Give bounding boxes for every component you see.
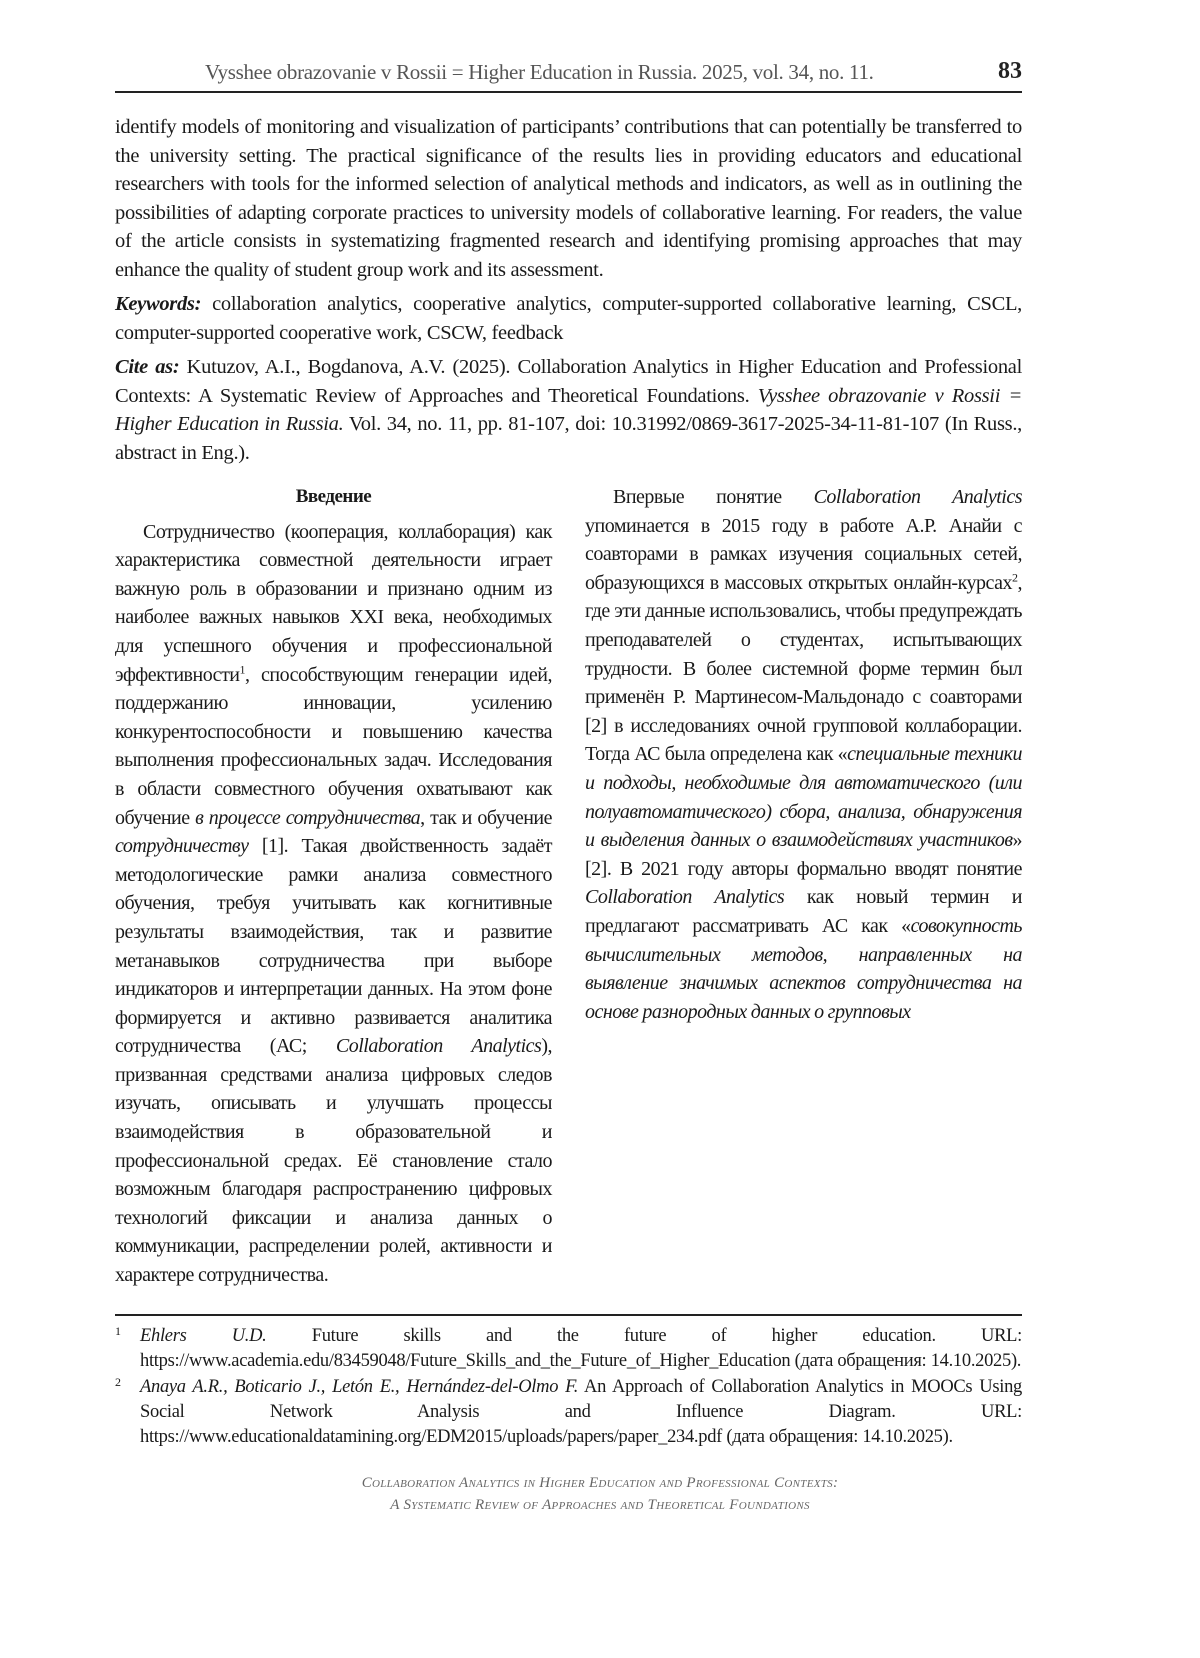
italic-text: в процессе сотрудничества	[195, 806, 421, 829]
footnotes	[115, 1324, 1022, 1450]
text: , способствующим генерации идей, поддержанию инновации, усилению конкурентоспособности и повышению качества выполнения профессиональных задач. Исследования в области совместного обучения охватывают как обучение	[115, 663, 552, 829]
italic-text: Collaboration Analytics	[585, 886, 785, 909]
abstract-section	[115, 113, 1022, 467]
italic-text: сотрудничеству	[115, 835, 249, 858]
footer-line: Collaboration Analytics in Higher Education and Professional Contexts:	[361, 1474, 839, 1491]
footnote-number: 2	[115, 1374, 121, 1389]
journal-title: Vysshee obrazovanie v Rossii = Higher Education in Russia. 2025, vol. 34, no. 11.	[205, 60, 874, 84]
abstract-text: identify models of monitoring and visualization of participants’ contributions that can potentially be transferred to the university setting. The practical significance of the results lies in providing educators and educational researchers with tools for the informed selection of analytical methods and indicators, as well as in outlining the possibilities of adapting corporate practices to university models of collaborative learning. For readers, the value of the article consists in systematizing fragmented research and identifying promising approaches that may enhance the quality of student group work and its assessment.	[115, 116, 1022, 281]
left-column	[115, 483, 552, 1296]
paragraph-1	[115, 518, 552, 1290]
running-footer	[0, 1472, 1200, 1516]
section-title: Введение	[295, 486, 372, 507]
running-header	[115, 58, 1022, 93]
text: [1]. Такая двойственность задаёт методологические рамки анализа совместного обучения, требуя учитывать как когнитивные результаты взаимодействия, так и развитие метанавыков сотрудничества при выборе индикаторов и интерпретации данных. На этом фоне формируется и активно развивается аналитика сотрудничества (АС;	[115, 835, 552, 1058]
footnote-number: 1	[115, 1323, 121, 1338]
italic-text: Collaboration Analytics	[335, 1035, 542, 1058]
keywords-text: collaboration analytics, cooperative analytics, computer-supported collaborative learning, CSCL, computer-supported cooperative work, CSCW, feedback	[115, 293, 1022, 344]
footnote-divider	[115, 1314, 1022, 1316]
footnote-ref[interactable]: 1	[239, 661, 246, 676]
italic-text: Collaboration Analytics	[813, 486, 1022, 508]
text: Впервые понятие	[613, 486, 814, 508]
text: ), призванная средствами анализа цифровых следов изучать, описывать и улучшать процессы взаимодействия в образовательной и профессиональной средах. Её становление стало возможным благодаря распространению цифровых технологий фиксации и анализа данных о коммуникации, распределении ролей, активности и характере сотрудничества.	[115, 1035, 552, 1287]
italic-text: совокупность вычислительных методов, направленных на выявление значимых аспектов сотрудничества на основе разнородных данных о групповых	[585, 914, 1022, 1023]
italic-text: специальные техники и подходы, необходимые для автоматического (или полуавтоматического) сбора, анализа, обнаружения и выделения данных о взаимодействиях участников	[585, 743, 1022, 852]
text: Сотрудничество (кооперация, коллаборация) как характеристика совместной деятельности играет важную роль в образовании и признано одним из наиболее важных навыков XXI века, необходимых для успешного обучения и профессиональной эффективности	[115, 520, 552, 686]
text: упоминается в 2015 году в работе А.Р. Анайи с соавторами в рамках изучения социальных сетей, образующихся в массовых открытых онлайн-курсах	[585, 514, 1022, 594]
cite-details: Vol. 34, no. 11, pp. 81-107, doi: 10.31992/0869-3617-2025-34-11-81-107 (In Russ., abstract in Eng.).	[115, 413, 1022, 464]
footnote-text: An Approach of Collaboration Analytics in MOOCs Using Social Network Analysis and Influence Diagram. URL: https://www.educationaldatamining.org/EDM2015/uploads/papers/paper_234.pdf (дата обращения: 14.10.2025).	[140, 1376, 1023, 1447]
cite-label: Cite as:	[115, 356, 180, 378]
footer-line: A Systematic Review of Approaches and Theoretical Foundations	[390, 1496, 810, 1513]
page	[115, 0, 1022, 1516]
keywords-label: Keywords:	[115, 293, 202, 315]
keywords	[115, 290, 1022, 347]
text: , где эти данные использовались, чтобы предупреждать преподавателей о студентах, испытывающих трудности. В более системной форме термин был применён Р. Мартинесом-Мальдонадо с соавторами [2] в исследованиях очной групповой коллаборации. Тогда АС была определена как «	[585, 571, 1022, 766]
footnote-ref[interactable]: 2	[1012, 570, 1018, 585]
paragraph-2	[585, 483, 1022, 1026]
footnote	[115, 1375, 1022, 1450]
page-number: 83	[998, 58, 1022, 84]
text: как новый термин и предлагают рассматривать АС как «	[585, 886, 1022, 937]
cite-journal: Vysshee obrazovanie v Rossii = Higher Education in Russia.	[115, 384, 1022, 435]
body-columns	[115, 483, 1022, 1296]
text: » [2]. В 2021 году авторы формально вводят понятие	[585, 829, 1022, 880]
cite-text: Kutuzov, A.I., Bogdanova, A.V. (2025). Collaboration Analytics in Higher Education and Professional Contexts: A Systematic Review of Approaches and Theoretical Foundations.	[115, 356, 1022, 407]
footnote-text: Future skills and the future of higher education. URL: https://www.academia.edu/83459048/Future_Skills_and_the_Future_of_Higher_Education (дата обращения: 14.10.2025).	[140, 1325, 1022, 1371]
footnote-authors: Ehlers U.D.	[140, 1325, 267, 1346]
citation	[115, 353, 1022, 467]
footnote	[115, 1324, 1022, 1374]
footnote-authors: Anaya A.R., Boticario J., Letón E., Hernández-del-Olmo F.	[140, 1376, 579, 1397]
text: , так и обучение	[420, 806, 552, 829]
right-column	[585, 483, 1022, 1032]
